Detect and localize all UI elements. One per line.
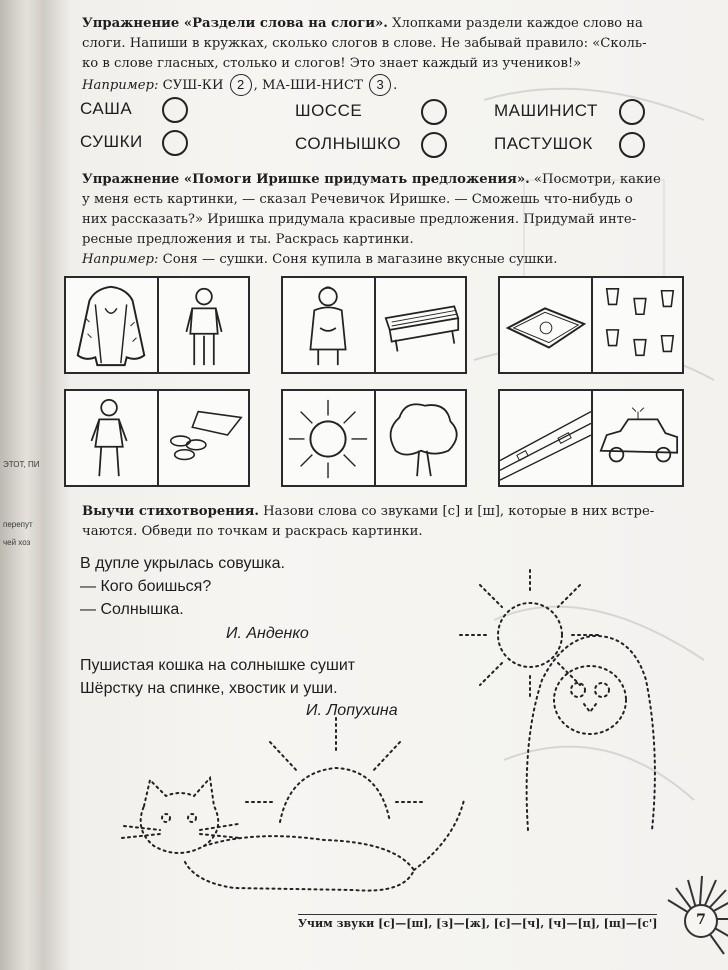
ex2-line3: них рассказать?» Иришка придумала красивые предложения. Придумай инте-: [82, 212, 637, 227]
dotted-cat-icon[interactable]: [114, 770, 474, 900]
ex2-line2: у меня есть картинки, — сказал Речевичок Иришке. — Сможешь что-нибудь о: [82, 192, 633, 207]
page-number: 7: [684, 904, 718, 938]
sun-picture: [283, 391, 374, 485]
fur-coat-picture: [66, 278, 157, 372]
ex3-line1: [82, 502, 722, 522]
word-solnyshko: СОЛНЫШКО: [295, 134, 401, 153]
ex2-line1: [82, 170, 722, 190]
workbook-page: [44, 0, 728, 970]
answer-circle[interactable]: [421, 99, 447, 125]
picture-card-girl-pretzels[interactable]: [64, 389, 250, 487]
word-shosse: ШОССЕ: [295, 101, 363, 120]
ex2-example: [82, 250, 722, 270]
police-car-picture: [591, 391, 684, 485]
answer-circle[interactable]: [421, 132, 447, 158]
example-label: Например:: [82, 252, 159, 267]
word-mashinist: МАШИНИСТ: [494, 101, 598, 120]
ex3-line2: чаются. Обведи по точкам и раскрась картинки.: [82, 524, 423, 539]
pretzels-picture: [157, 391, 250, 485]
picture-card-road-police[interactable]: [498, 389, 684, 487]
girl-picture: [66, 391, 157, 485]
dotted-owl-tree-icon[interactable]: [512, 620, 662, 840]
answer-circle[interactable]: [162, 130, 188, 156]
book-spine: [0, 0, 44, 970]
spine-text: ЭТОТ, ПИ: [3, 460, 40, 469]
ex1-title: Упражнение «Раздели слова на слоги».: [82, 16, 388, 31]
poem1-line: В дупле укрылась совушка.: [80, 555, 285, 572]
syllable-count-circle: 2: [230, 74, 252, 96]
spine-text: чей хоз: [3, 538, 31, 547]
tray-picture: [500, 278, 591, 372]
picture-card-sun-tree[interactable]: [281, 389, 467, 487]
boy-picture: [157, 278, 250, 372]
word-sushki: СУШКИ: [80, 132, 143, 151]
poem1-author: И. Анденко: [226, 625, 309, 642]
example-text: Соня — сушки. Соня купила в магазине вкусные сушки.: [158, 252, 558, 267]
word-sasha: САША: [80, 99, 133, 118]
ex2-line4: ресные предложения и ты. Раскрась картинки.: [82, 232, 414, 247]
answer-circle[interactable]: [162, 97, 188, 123]
ex2-title: Упражнение «Помоги Иришке придумать предложения».: [82, 172, 530, 187]
ex1-line3: ко в слове гласных, столько и слогов! Это знает каждый из учеников!»: [82, 56, 582, 71]
example-label: Например:: [82, 78, 159, 93]
picture-card-coat-boy[interactable]: [64, 276, 250, 374]
ex3-text: Назови слова со звуками [с] и [ш], которые в них встре-: [258, 504, 655, 519]
syllable-count-circle: 3: [369, 74, 391, 96]
poem1-line: — Солнышка.: [80, 601, 184, 618]
grandma-picture: [283, 278, 374, 372]
ex1-example: Например: СУШ-КИ 2 , МА-ШИ-НИСТ 3 .: [82, 74, 722, 96]
poem2-line: Шёрстку на спинке, хвостик и уши.: [80, 680, 338, 697]
answer-circle[interactable]: [619, 99, 645, 125]
ex1-line2: слоги. Напиши в кружках, сколько слогов в слове. Не забывай правило: «Сколь-: [82, 36, 647, 51]
tree-picture: [374, 391, 467, 485]
cups-picture: [591, 278, 684, 372]
bench-picture: [374, 278, 467, 372]
word-pastushok: ПАСТУШОК: [494, 134, 593, 153]
ex1-line1: [82, 14, 712, 34]
picture-card-grandma-bench[interactable]: [281, 276, 467, 374]
footer-caption: Учим звуки [с]—[ш], [з]—[ж], [с]—[ч], [ч]—[ц], [щ]—[с']: [298, 914, 657, 930]
picture-card-tray-cups[interactable]: [498, 276, 684, 374]
poem2-author: И. Лопухина: [306, 702, 398, 719]
spine-text: перепут: [3, 520, 33, 529]
poem1-line: — Кого боишься?: [80, 578, 212, 595]
ex3-title: Выучи стихотворения.: [82, 504, 259, 519]
highway-picture: [500, 391, 591, 485]
ex1-text: Хлопками раздели каждое слово на: [387, 16, 643, 31]
poem2-line: Пушистая кошка на солнышке сушит: [80, 657, 356, 674]
example-word: , МА-ШИ-НИСТ: [253, 78, 363, 93]
ex2-text: «Посмотри, какие: [529, 172, 661, 187]
example-word: СУШ-КИ: [162, 78, 224, 93]
answer-circle[interactable]: [619, 132, 645, 158]
